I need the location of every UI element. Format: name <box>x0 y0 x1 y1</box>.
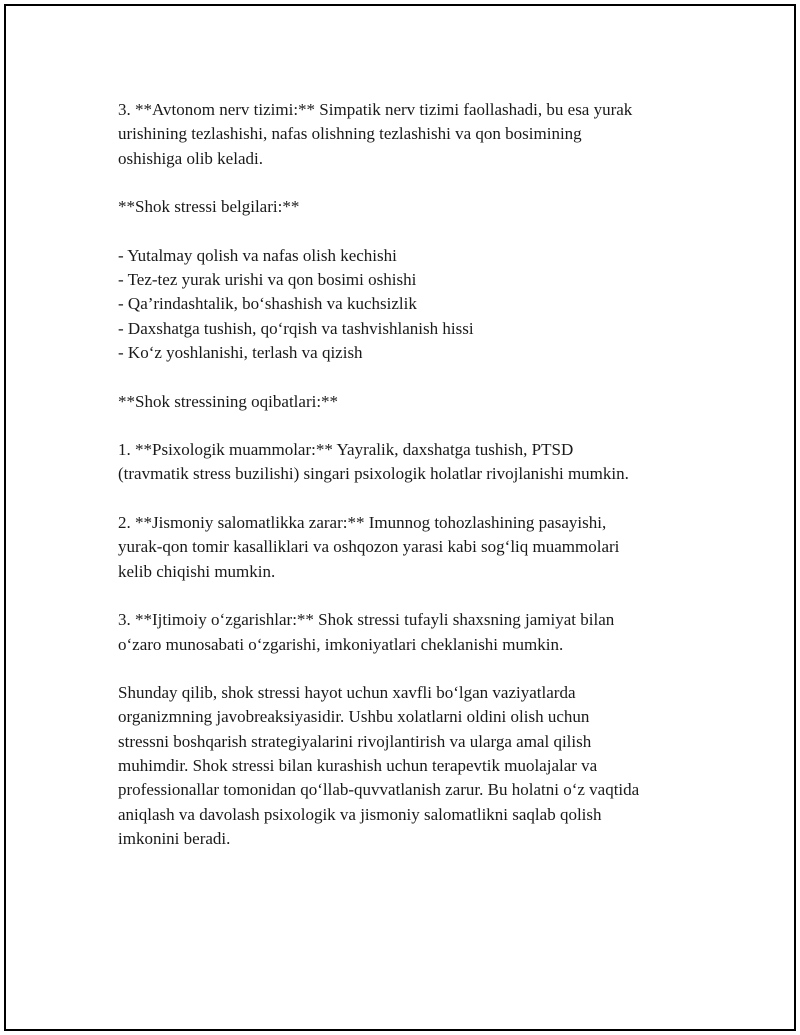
text-line: o‘zaro munosabati o‘zgarishi, imkoniyatlari cheklanishi mumkin. <box>118 634 564 654</box>
paragraph-jismoniy <box>118 511 698 584</box>
text-line: - Qa’rindashtalik, bo‘shashish va kuchsizlik <box>118 294 417 314</box>
text-line: professionallar tomonidan qo‘llab-quvvatlanish zarur. Bu holatni o‘z vaqtida <box>118 780 640 800</box>
heading-belgilari <box>118 195 698 219</box>
paragraph-psixologik <box>118 438 698 487</box>
text-line: (travmatik stress buzilishi) singari psixologik holatlar rivojlanishi mumkin. <box>118 464 629 484</box>
text-line: 1. **Psixologik muammolar:** Yayralik, daxshatga tushish, PTSD <box>118 440 574 460</box>
list-belgilari <box>118 244 698 365</box>
document-page <box>4 4 796 1031</box>
text-line: yurak-qon tomir kasalliklari va oshqozon yarasi kabi sog‘liq muammolari <box>118 537 620 557</box>
heading-oqibatlari <box>118 390 698 414</box>
text-line: oshishiga olib keladi. <box>118 148 263 168</box>
paragraph-avtonom-nerv <box>118 98 698 171</box>
text-line: 3. **Avtonom nerv tizimi:** Simpatik nerv tizimi faollashadi, bu esa yurak <box>118 100 633 119</box>
paragraph-ijtimoiy <box>118 608 698 657</box>
text-line: stressni boshqarish strategiyalarini rivojlantirish va ularga amal qilish <box>118 731 592 751</box>
text-line: imkonini beradi. <box>118 828 231 848</box>
text-line: - Yutalmay qolish va nafas olish kechishi <box>118 245 397 265</box>
paragraph-xulosa <box>118 681 698 851</box>
text-line: - Ko‘z yoshlanishi, terlash va qizish <box>118 342 363 362</box>
text-line: 3. **Ijtimoiy o‘zgarishlar:** Shok stressi tufayli shaxsning jamiyat bilan <box>118 610 615 630</box>
text-line: muhimdir. Shok stressi bilan kurashish uchun terapevtik muolajalar va <box>118 756 598 776</box>
text-line: organizmning javobreaksiyasidir. Ushbu xolatlarni oldini olish uchun <box>118 707 590 727</box>
text-line: - Daxshatga tushish, qo‘rqish va tashvishlanish hissi <box>118 318 474 338</box>
document-body <box>118 98 698 876</box>
text-line: Shunday qilib, shok stressi hayot uchun xavfli bo‘lgan vaziyatlarda <box>118 683 576 703</box>
text-line: **Shok stressi belgilari:** <box>118 197 300 217</box>
text-line: 2. **Jismoniy salomatlikka zarar:** Imunnog tohozlashining pasayishi, <box>118 513 607 533</box>
text-line: kelib chiqishi mumkin. <box>118 561 276 581</box>
text-line: - Tez-tez yurak urishi va qon bosimi oshishi <box>118 270 417 290</box>
text-line: aniqlash va davolash psixologik va jismoniy salomatlikni saqlab qolish <box>118 804 602 824</box>
text-line: urishining tezlashishi, nafas olishning tezlashishi va qon bosimining <box>118 124 582 144</box>
text-line: **Shok stressining oqibatlari:** <box>118 391 339 411</box>
